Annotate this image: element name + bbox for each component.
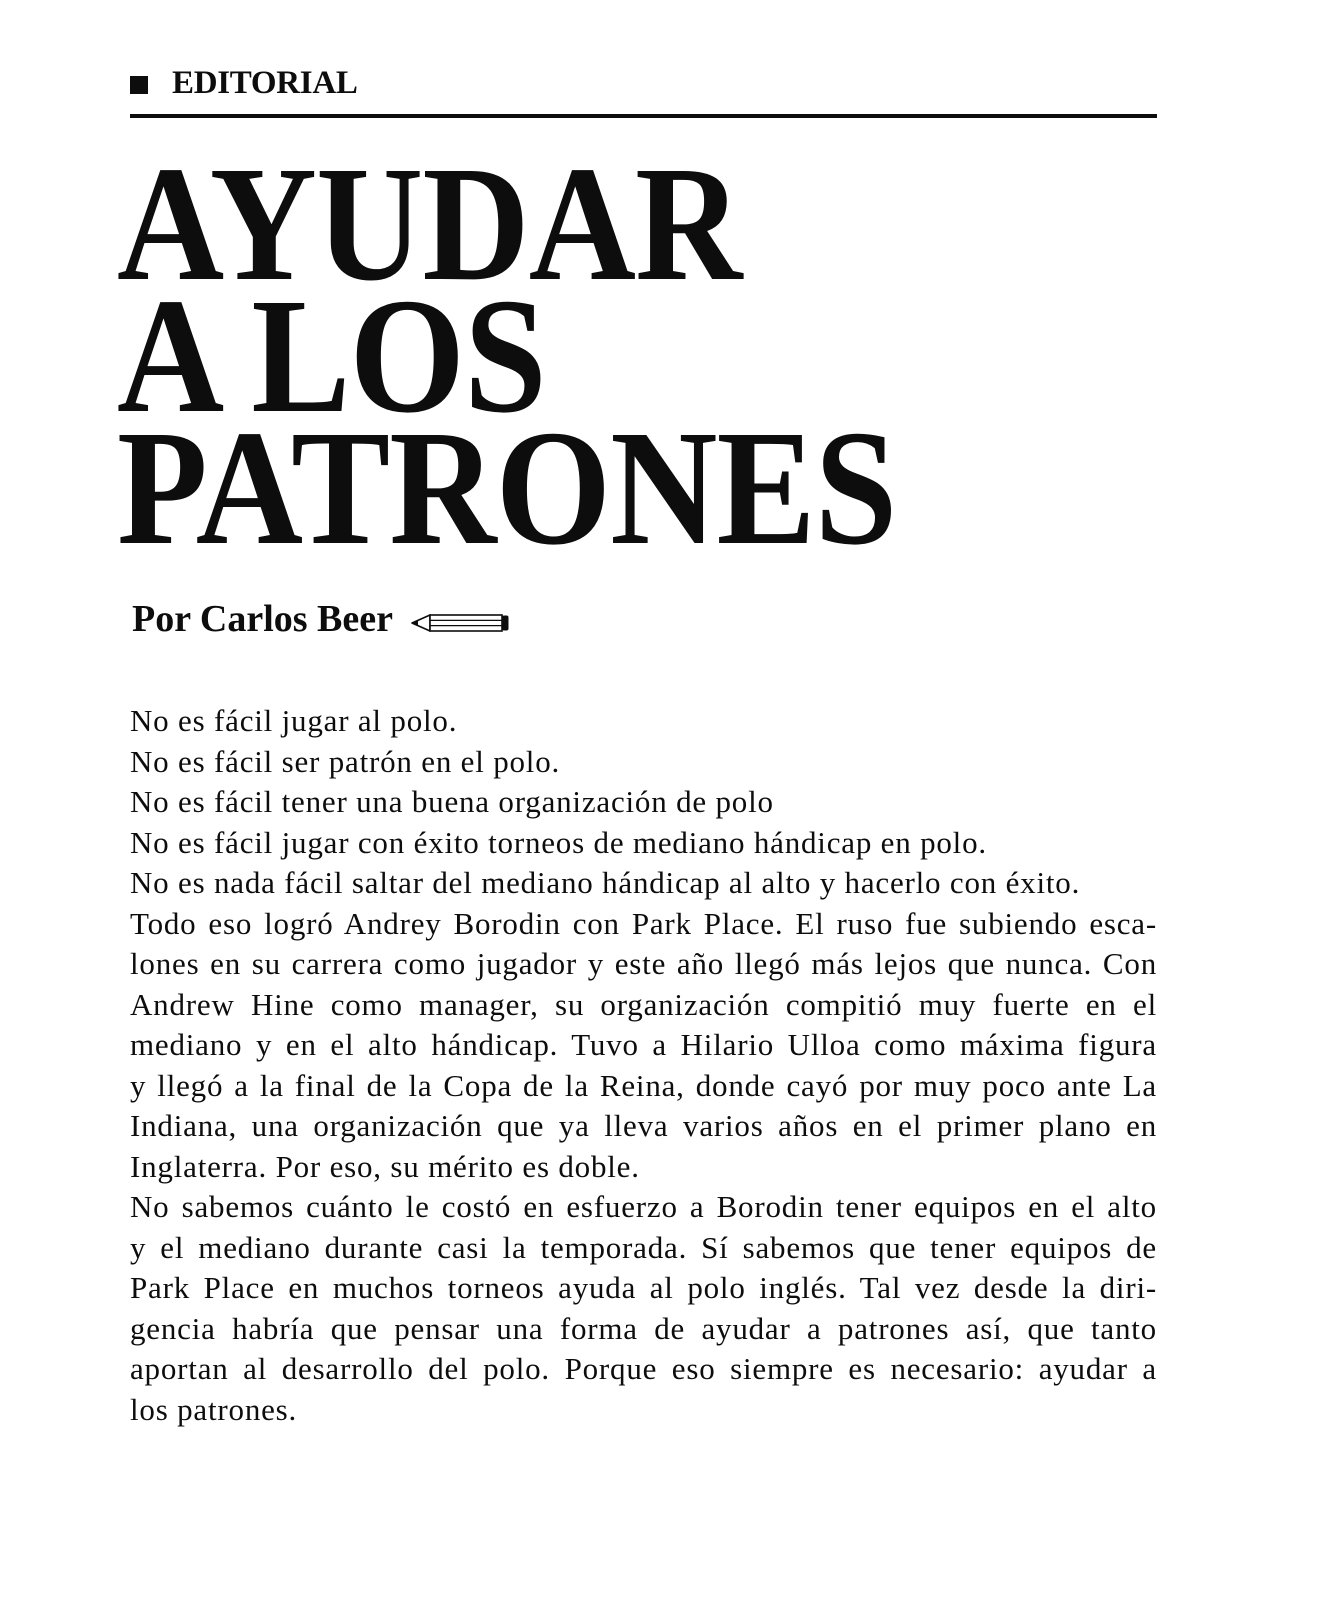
body-line: Andrew Hine como manager, su organización compitió muy fuerte en el [130, 986, 1157, 1022]
body-line: y el mediano durante casi la temporada. Sí sabemos que tener equipos de [130, 1229, 1157, 1265]
article-body [130, 701, 1157, 1430]
paragraph [130, 904, 1157, 1188]
section-divider [130, 114, 1157, 118]
body-line: mediano y en el alto hándicap. Tuvo a Hilario Ulloa como máxima figura [130, 1027, 1157, 1062]
body-line: Inglaterra. Por eso, su mérito es doble. [130, 1148, 640, 1184]
headline-line: AYUDAR [117, 132, 742, 315]
byline: Por Carlos Beer [132, 598, 393, 640]
body-line: aportan al desarrollo del polo. Porque eso siempre es necesario: ayudar a [130, 1351, 1157, 1386]
body-line: lones en su carrera como jugador y este año llegó más lejos que nunca. Con [130, 946, 1157, 981]
body-line: No es fácil ser patrón en el polo. [130, 743, 561, 779]
section-label: EDITORIAL [172, 65, 358, 101]
paragraph [130, 742, 1157, 783]
paragraph [130, 1187, 1157, 1430]
paragraph [130, 701, 1157, 742]
body-line: Indiana, una organización que ya lleva varios años en el primer plano en [130, 1108, 1157, 1143]
headline-line: A LOS [117, 264, 546, 447]
paragraph [130, 823, 1157, 864]
body-line: Park Place en muchos torneos ayuda al polo inglés. Tal vez desde la diri- [130, 1270, 1157, 1305]
body-line: los patrones. [130, 1391, 298, 1427]
paragraph [130, 863, 1157, 904]
body-line: Todo eso logró Andrey Borodin con Park Place. El ruso fue subiendo esca- [130, 905, 1157, 941]
body-line: No es nada fácil saltar del mediano hándicap al alto y hacerlo con éxito. [130, 865, 1081, 900]
body-line: No es fácil tener una buena organización de polo [130, 784, 774, 819]
body-line: y llegó a la final de la Copa de la Reina, donde cayó por muy poco ante La [130, 1067, 1157, 1103]
section-marker-square [130, 76, 148, 94]
paragraph [130, 782, 1157, 823]
body-line: gencia habría que pensar una forma de ayudar a patrones así, que tanto [130, 1310, 1157, 1346]
headline [117, 132, 897, 579]
pencil-icon [410, 612, 510, 634]
body-line: No es fácil jugar con éxito torneos de mediano hándicap en polo. [130, 824, 987, 860]
headline-line: PATRONES [117, 396, 897, 579]
body-line: No sabemos cuánto le costó en esfuerzo a Borodin tener equipos en el alto [130, 1189, 1157, 1224]
body-line: No es fácil jugar al polo. [130, 703, 458, 738]
